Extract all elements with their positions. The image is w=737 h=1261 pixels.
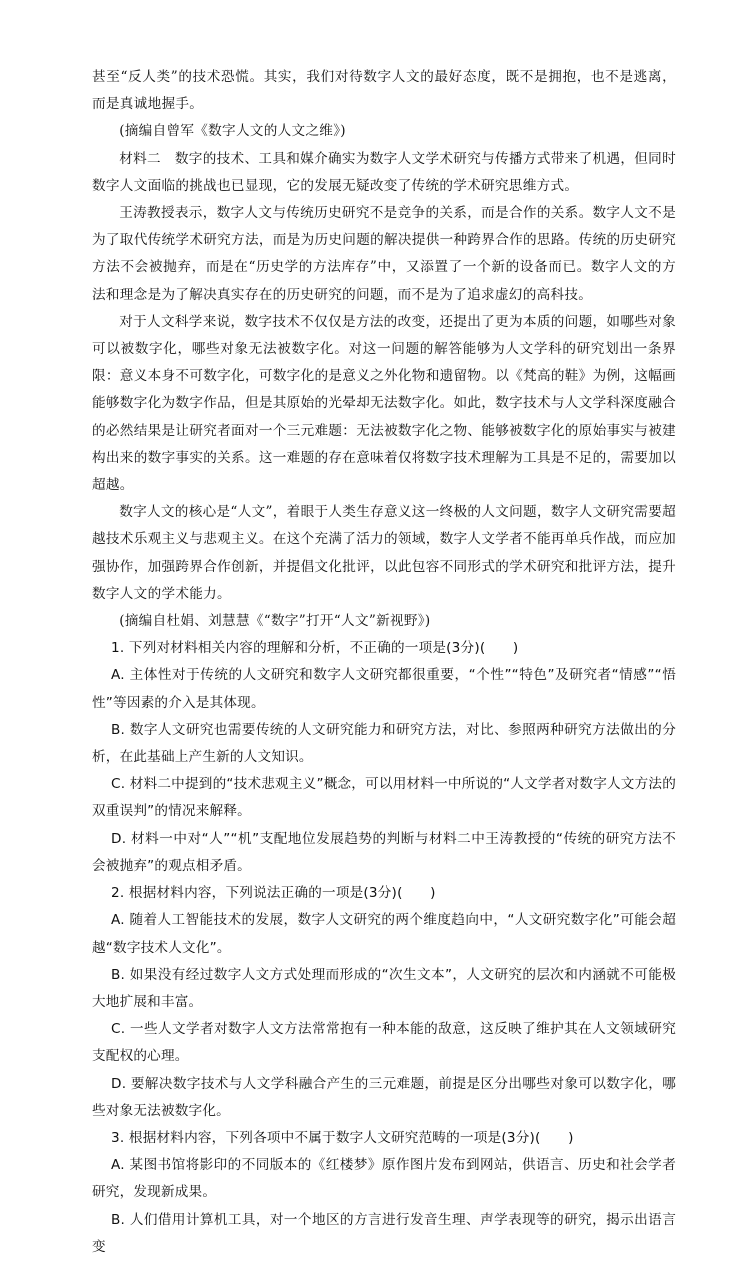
paragraph: 甚至“反人类”的技术恐慌。其实，我们对待数字人文的最好态度，既不是拥抱，也不是逃离，而是真诚地握手。 xyxy=(92,69,676,113)
question-1-option-b: B. 数字人文研究也需要传统的人文研究能力和研究方法，对比、参照两种研究方法做出的分析，在此基础上产生新的人文知识。 xyxy=(92,721,676,766)
question-2-option-a: A. 随着人工智能技术的发展，数字人文研究的两个维度趋向中，“人文研究数字化”可能会超越“数字技术人文化”。 xyxy=(92,912,676,956)
paragraph: 对于人文科学来说，数字技术不仅仅是方法的改变，还提出了更为本质的问题，如哪些对象可以被数字化，哪些对象无法被数字化。对这一问题的解答能够为人文学科的研究划出一条界限：意义本身不可数字化，可数字化的是意义之外化物和遗留物。以《梵高的鞋》为例，这幅画能够数字化为数字作品，但是其原始的光晕却无法数字化。如此，数字技术与人文学科深度融合的必然结果是让研究者面对一个三元难题：无法被数字化之物、能够被数字化的原始事实与被建构出来的数字事实的关系。这一难题的存在意味着仅将数字技术理解为工具是不足的，需要加以超越。 xyxy=(92,313,676,494)
paragraph: 材料二 数字的技术、工具和媒介确实为数字人文学术研究与传播方式带来了机遇，但同时数字人文面临的挑战也已显现，它的发展无疑改变了传统的学术研究思维方式。 xyxy=(92,150,676,194)
question-1-option-c: C. 材料二中提到的“技术悲观主义”概念，可以用材料一中所说的“人文学者对数字人文方法的双重误判”的情况来解释。 xyxy=(92,776,676,820)
question-3: 3. 根据材料内容，下列各项中不属于数字人文研究范畴的一项是(3分)( ) xyxy=(111,1129,574,1146)
question-1-option-a: A. 主体性对于传统的人文研究和数字人文研究都很重要，“个性”“特色”及研究者“情感”“悟性”等因素的介入是其体现。 xyxy=(92,667,676,711)
question-1: 1. 下列对材料相关内容的理解和分析，不正确的一项是(3分)( ) xyxy=(111,640,519,657)
question-2-option-c: C. 一些人文学者对数字人文方法常常抱有一种本能的敌意，这反映了维护其在人文领域研究支配权的心理。 xyxy=(92,1021,676,1065)
question-3-option-a: A. 某图书馆将影印的不同版本的《红楼梦》原作图片发布到网站，供语言、历史和社会学者研究，发现新成果。 xyxy=(92,1157,676,1201)
source-citation: (摘编自曾军《数字人文的人文之维》) xyxy=(119,123,346,140)
paragraph: 王涛教授表示，数字人文与传统历史研究不是竞争的关系，而是合作的关系。数字人文不是为了取代传统学术研究方法，而是为历史问题的解决提供一种跨界合作的思路。传统的历史研究方法不会被抛弃，而是在“历史学的方法库存”中，又添置了一个新的设备而已。数字人文的方法和理念是为了解决真实存在的历史研究的问题，而不是为了追求虚幻的高科技。 xyxy=(92,205,676,303)
question-1-option-d: D. 材料一中对“人”“机”支配地位发展趋势的判断与材料二中王涛教授的“传统的研究方法不会被抛弃”的观点相矛盾。 xyxy=(92,830,676,874)
source-citation: (摘编自杜娟、刘慧慧《“数字”打开“人文”新视野》) xyxy=(119,613,431,630)
question-2-option-d: D. 要解决数字技术与人文学科融合产生的三元难题，前提是区分出哪些对象可以数字化，哪些对象无法被数字化。 xyxy=(92,1075,676,1119)
paragraph: 数字人文的核心是“人文”，着眼于人类生存意义这一终极的人文问题，数字人文研究需要超越技术乐观主义与悲观主义。在这个充满了活力的领域，数字人文学者不能再单兵作战，而应加强协作，加强跨界合作创新，并提倡文化批评，以此包容不同形式的学术研究和批评方法，提升数字人文的学术能力。 xyxy=(92,504,676,602)
question-3-option-b: B. 人们借用计算机工具，对一个地区的方言进行发音生理、声学表现等的研究，揭示出语言变 xyxy=(92,1211,676,1255)
question-2-option-b: B. 如果没有经过数字人文方式处理而形成的“次生文本”，人文研究的层次和内涵就不可能极大地扩展和丰富。 xyxy=(92,966,676,1010)
question-2: 2. 根据材料内容，下列说法正确的一项是(3分)( ) xyxy=(111,885,436,902)
document-page xyxy=(92,64,676,1261)
